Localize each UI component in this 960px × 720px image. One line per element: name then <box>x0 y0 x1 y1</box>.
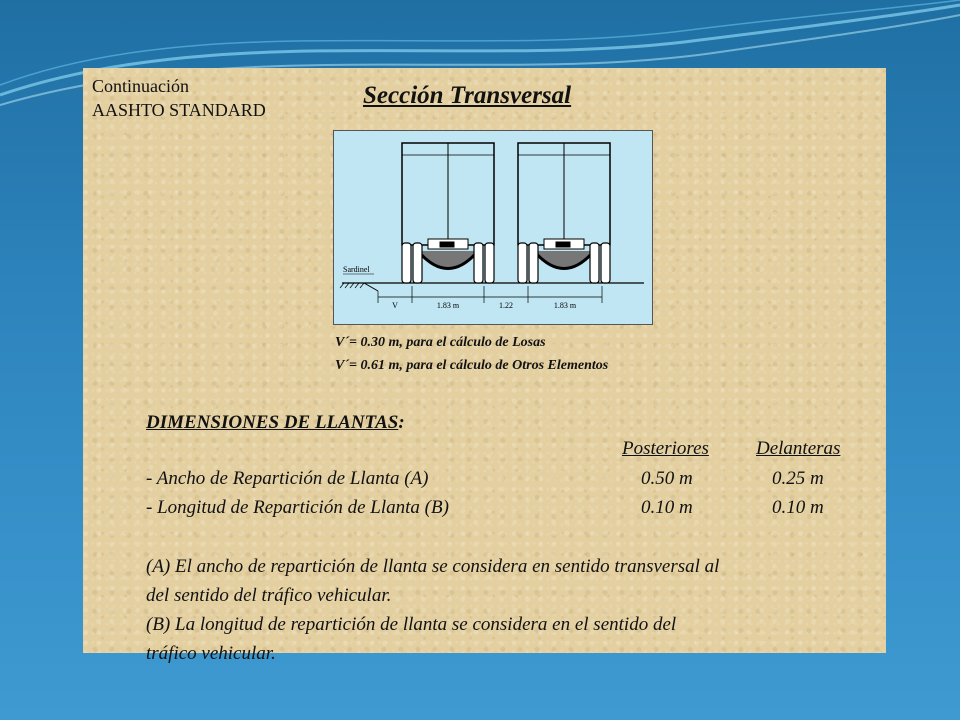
note-b-line2: tráfico vehicular. <box>146 643 276 664</box>
dim-wheel-spacing-2: 1.83 m <box>553 301 577 310</box>
truck-left <box>402 143 494 283</box>
standard-label: AASHTO STANDARD <box>92 100 266 120</box>
truck-right <box>518 143 610 283</box>
row-width-rear: 0.50 m <box>641 468 693 489</box>
dim-between-trucks: 1.22 <box>499 301 513 310</box>
col-header-front: Delanteras <box>756 438 841 459</box>
cross-section-diagram <box>333 130 653 325</box>
note-b-line1: (B) La longitud de repartición de llanta se considera en el sentido del <box>146 614 677 635</box>
curb-label: Sardinel <box>343 265 370 274</box>
tire-dimensions-heading <box>146 412 405 434</box>
note-a-line2: del sentido del tráfico vehicular. <box>146 585 392 606</box>
row-width-label: - Ancho de Repartición de Llanta (A) <box>146 468 429 489</box>
col-header-rear: Posteriores <box>622 438 709 459</box>
dim-v: V <box>392 301 398 310</box>
tire-dimensions-heading-suffix: : <box>398 412 405 433</box>
slide-panel <box>83 68 886 664</box>
slide-header <box>92 74 266 122</box>
v-note-slabs: V´= 0.30 m, para el cálculo de Losas <box>335 335 546 350</box>
v-note-other: V´= 0.61 m, para el cálculo de Otros Elementos <box>335 358 609 373</box>
note-a-line1: (A) El ancho de repartición de llanta se considera en sentido transversal al <box>146 556 720 577</box>
row-length-front: 0.10 m <box>772 497 824 518</box>
dim-wheel-spacing-1: 1.83 m <box>436 301 460 310</box>
page-title: Sección Transversal <box>363 82 572 109</box>
row-length-label: - Longitud de Repartición de Llanta (B) <box>146 497 449 518</box>
row-width-front: 0.25 m <box>772 468 824 489</box>
tire-dimensions-heading-text: DIMENSIONES DE LLANTAS <box>146 412 399 433</box>
row-length-rear: 0.10 m <box>641 497 693 518</box>
continuation-label: Continuación <box>92 76 189 96</box>
